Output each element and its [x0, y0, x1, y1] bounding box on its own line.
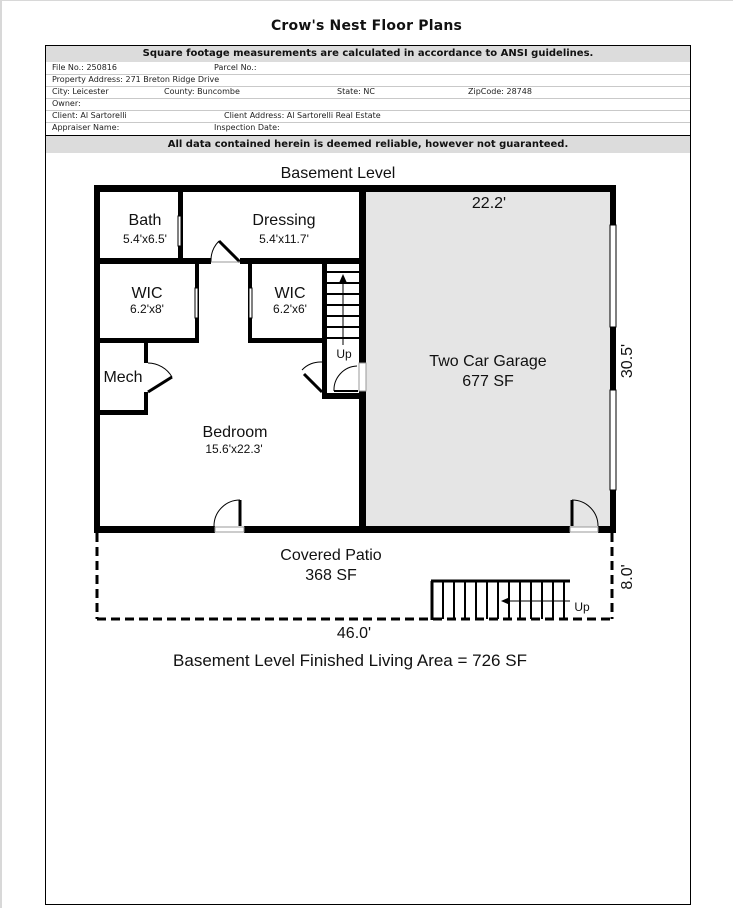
garage-width-dimension: 22.2'	[471, 195, 507, 212]
parcel-number: Parcel No.:	[214, 63, 257, 72]
patio-stair-arrow-icon	[501, 597, 510, 605]
client-address: Client Address: Al Sartorelli Real Estate	[224, 111, 381, 120]
garage-depth-dimension: 30.5'	[619, 343, 636, 379]
wic-left-dimensions: 6.2'x8'	[130, 302, 164, 316]
document-title: Crow's Nest Floor Plans	[270, 18, 463, 34]
garage-area: 677 SF	[462, 373, 514, 390]
property-address: Property Address: 271 Breton Ridge Drive	[52, 75, 220, 84]
bedroom-dimensions: 15.6'x22.3'	[205, 442, 263, 456]
owner: Owner:	[52, 99, 81, 108]
garage-label: Two Car Garage	[429, 353, 547, 370]
dressing-dimensions: 5.4'x11.7'	[259, 232, 309, 246]
zipcode: ZipCode: 28748	[468, 87, 532, 96]
overall-width-dimension: 46.0'	[336, 625, 372, 642]
level-title: Basement Level	[280, 165, 396, 182]
patio-area: 368 SF	[305, 567, 357, 584]
appraiser-name: Appraiser Name:	[52, 123, 120, 132]
disclaimer-band: All data contained herein is deemed reliable, however not guaranteed.	[46, 135, 690, 153]
wic-right-dimensions: 6.2'x6'	[273, 302, 307, 316]
wic-left-label: WIC	[131, 285, 163, 302]
state: State: NC	[337, 87, 375, 96]
dressing-label: Dressing	[252, 212, 316, 229]
file-number: File No.: 250816	[52, 63, 117, 72]
county: County: Buncombe	[164, 87, 240, 96]
ansi-notice-band: Square footage measurements are calculated in accordance to ANSI guidelines.	[46, 46, 690, 62]
city: City: Leicester	[52, 87, 109, 96]
client: Client: Al Sartorelli	[52, 111, 127, 120]
closet-doors	[178, 216, 252, 318]
stair-up-arrow-icon	[339, 274, 347, 283]
bedroom-label: Bedroom	[202, 424, 268, 441]
exterior-stairs	[431, 581, 570, 620]
patio-label: Covered Patio	[280, 547, 382, 564]
bath-dimensions: 5.4'x6.5'	[123, 232, 167, 246]
finished-area-summary: Basement Level Finished Living Area = 726 SF	[173, 651, 527, 670]
bath-label: Bath	[128, 212, 162, 229]
wic-right-label: WIC	[274, 285, 306, 302]
mech-label: Mech	[103, 369, 143, 386]
patio-stair-up-label: Up	[574, 600, 590, 614]
interior-stair-up-label: Up	[336, 347, 352, 361]
patio-depth-dimension: 8.0'	[619, 564, 636, 590]
inspection-date: Inspection Date:	[214, 123, 280, 132]
